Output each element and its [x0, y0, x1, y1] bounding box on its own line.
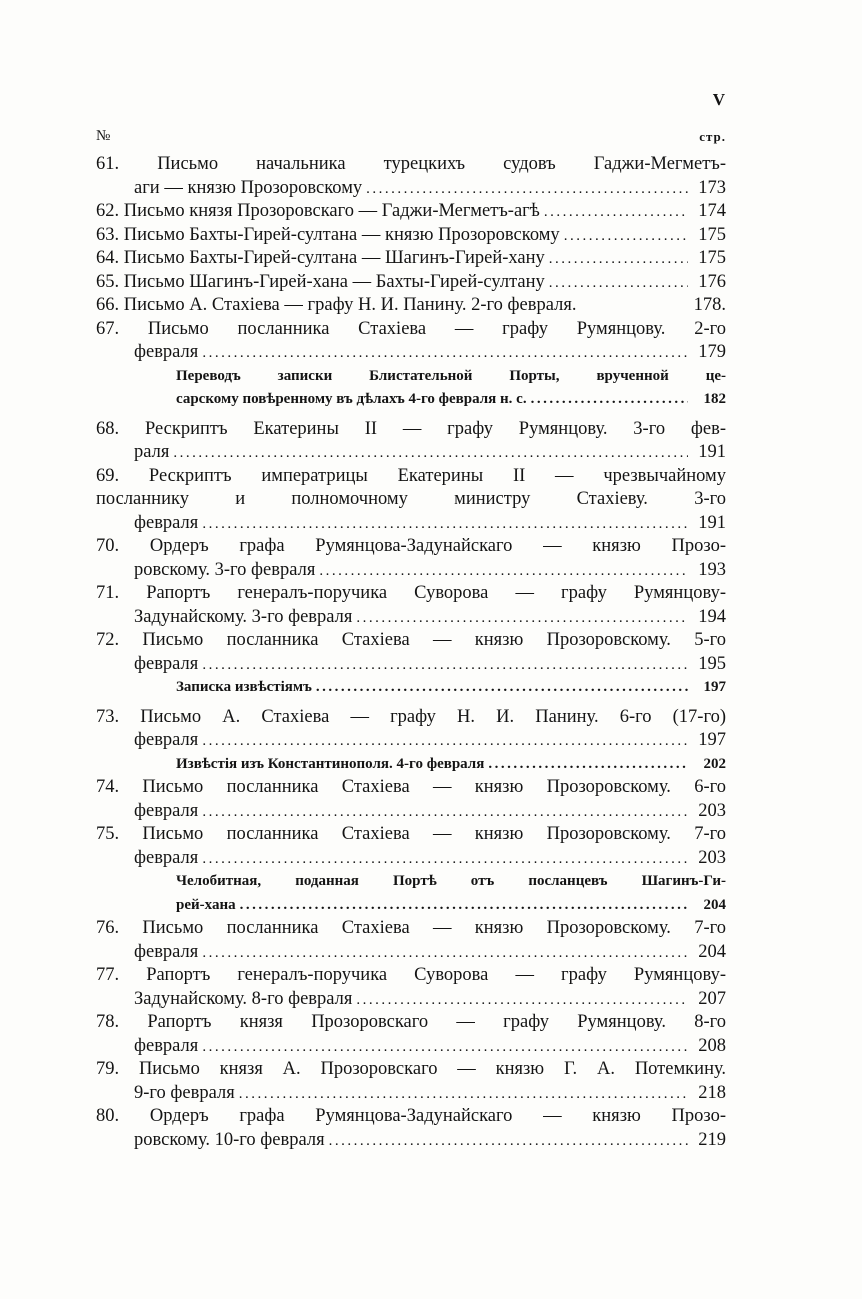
toc-entry — [96, 224, 726, 248]
toc-entry-title: Записка извѣстіямъ — [176, 679, 312, 695]
toc-entry-last-line — [176, 894, 726, 918]
toc-entry — [96, 271, 726, 295]
toc-page-number: 182 — [703, 391, 726, 407]
toc-entry-line: 77. Рапортъ генералъ-поручика Суворова — графу Румянцову- — [96, 965, 726, 985]
toc-entry-title: февраля — [134, 342, 199, 362]
toc-entry — [96, 629, 726, 676]
toc-page-number: 194 — [698, 606, 726, 627]
dot-leader — [356, 607, 688, 630]
toc-entry — [96, 418, 726, 465]
toc-entry-last-line — [96, 941, 726, 965]
toc-entry-title: февраля — [134, 512, 199, 533]
toc-entry-title: 65. Письмо Шагинъ-Гирей-хана — Бахты-Гирей-султану — [96, 271, 545, 292]
toc-entry-title: 62. Письмо князя Прозоровскаго — Гаджи-Мегметъ-агѣ — [96, 201, 540, 221]
toc-entry-title: Извѣстія изъ Константинополя. 4-го февраля — [176, 755, 485, 772]
dot-leader — [531, 388, 688, 412]
toc-entry — [96, 776, 726, 823]
toc-page-number: 203 — [698, 800, 726, 821]
toc-entry-line: 75. Письмо посланника Стахіева — князю Прозоровскому. 7-го — [96, 824, 726, 844]
toc-page-number: 218 — [698, 1082, 726, 1103]
toc-page-number: 208 — [698, 1035, 726, 1056]
dot-leader — [202, 654, 688, 677]
dot-leader — [239, 1083, 688, 1106]
toc-entry-last-line — [96, 341, 726, 365]
toc-entry — [96, 465, 726, 536]
toc-entry-title: Задунайскому. 3-го февраля — [134, 606, 353, 627]
dot-leader — [549, 248, 688, 271]
dot-leader — [202, 942, 688, 965]
toc-entry-title: 9-го февраля — [134, 1082, 235, 1103]
dot-leader — [366, 178, 688, 201]
toc-entry-last-line — [96, 441, 726, 465]
toc-page-number: 207 — [698, 988, 726, 1009]
toc-entry-line: 72. Письмо посланника Стахіева — князю Прозоровскому. 5-го — [96, 630, 726, 650]
dot-leader — [202, 342, 688, 365]
toc-entry — [96, 294, 726, 318]
toc-subentry — [96, 676, 726, 700]
toc-page-number: 191 — [698, 442, 726, 462]
toc-entry-line: 71. Рапортъ генералъ-поручика Суворова — графу Румянцову- — [96, 583, 726, 603]
toc-entry-last-line — [96, 606, 726, 630]
column-headers — [96, 128, 726, 145]
toc-entry-title: ровскому. 10-го февраля — [134, 1129, 325, 1150]
toc-entry — [96, 153, 726, 200]
dot-leader — [319, 560, 688, 583]
toc-entry — [96, 535, 726, 582]
dot-leader — [202, 801, 688, 824]
toc-entry-line: 68. Рескриптъ Екатерины II — графу Румянцову. 3-го фев- — [96, 418, 726, 439]
toc-entry-line: посланнику и полномочному министру Стахіеву. 3-го — [96, 489, 726, 509]
toc-entry-title: 66. Письмо А. Стахіева — графу Н. И. Панину. 2-го февраля. — [96, 295, 577, 315]
toc-entry-title: Задунайскому. 8-го февраля — [134, 988, 353, 1009]
toc-entry-last-line — [96, 271, 726, 295]
toc-entry-title: февраля — [134, 941, 199, 962]
toc-entry-line: 80. Ордеръ графа Румянцова-Задунайскаго — князю Прозо- — [96, 1106, 726, 1126]
toc-entry-title: рей-хана — [176, 896, 236, 913]
toc-entry-title: февраля — [134, 653, 199, 674]
toc-page-number: 197 — [698, 730, 726, 750]
toc-entry — [96, 1011, 726, 1058]
toc-entry — [96, 964, 726, 1011]
toc-entry-last-line — [96, 559, 726, 583]
toc-entry — [96, 582, 726, 629]
toc-entry-last-line — [96, 247, 726, 271]
toc-entry-line: 70. Ордеръ графа Румянцова-Задунайскаго — князю Прозо- — [96, 536, 726, 556]
dot-leader — [173, 442, 688, 465]
toc-entry-line: 79. Письмо князя А. Прозоровскаго — князю Г. А. Потемкину. — [96, 1059, 726, 1079]
page-column-header: стр. — [699, 129, 726, 144]
toc-entry — [96, 917, 726, 964]
toc-entry-line: 69. Рескриптъ императрицы Екатерины II — чрезвычайному — [96, 465, 726, 486]
toc-entry-last-line — [96, 653, 726, 677]
toc-entry-line: Переводъ записки Блистательной Порты, врученной це- — [176, 367, 726, 384]
toc-entry-last-line — [96, 177, 726, 201]
toc-entry-line: 73. Письмо А. Стахіева — графу Н. И. Панину. 6-го (17-го) — [96, 706, 726, 727]
toc-entry-last-line — [96, 729, 726, 753]
toc-entry — [96, 1105, 726, 1152]
toc-subentry — [96, 365, 726, 412]
toc-entry — [96, 1058, 726, 1105]
dot-leader — [202, 730, 688, 753]
toc-entry-title: сарскому повѣренному въ дѣлахъ 4-го февраля н. с. — [176, 391, 527, 407]
toc-page-number: 204 — [703, 896, 726, 913]
toc-entry-title: аги — князю Прозоровскому — [134, 177, 363, 198]
number-column-header: № — [96, 128, 111, 144]
toc-entry-last-line — [96, 224, 726, 248]
dot-leader — [316, 676, 688, 700]
toc-entry — [96, 706, 726, 753]
toc-entry — [96, 318, 726, 365]
dot-leader — [356, 989, 688, 1012]
toc-page-number: 175 — [698, 224, 726, 245]
toc-entry-title: 64. Письмо Бахты-Гирей-султана — Шагинъ-Гирей-хану — [96, 248, 545, 268]
toc-subentry — [96, 870, 726, 917]
toc-page-number: 219 — [698, 1129, 726, 1150]
toc-entry-line: 67. Письмо посланника Стахіева — графу Румянцову. 2-го — [96, 318, 726, 339]
toc-entry-line: 78. Рапортъ князя Прозоровскаго — графу Румянцову. 8-го — [96, 1012, 726, 1032]
toc-entry-title: февраля — [134, 1035, 199, 1056]
toc-entry-title: 63. Письмо Бахты-Гирей-султана — князю Прозоровскому — [96, 224, 560, 245]
toc-entry-title: ровскому. 3-го февраля — [134, 559, 316, 580]
toc-page-number: 197 — [703, 679, 726, 695]
toc-page-number: 202 — [703, 755, 726, 772]
toc-page-number: 204 — [698, 941, 726, 962]
toc-entry-title: раля — [134, 442, 170, 462]
toc-entry-last-line — [96, 988, 726, 1012]
dot-leader — [329, 1130, 688, 1153]
toc-page-number: 191 — [698, 512, 726, 533]
toc-page-number: 175 — [698, 248, 726, 268]
dot-leader — [488, 753, 688, 777]
table-of-contents — [96, 153, 726, 1152]
toc-entry-last-line — [96, 1129, 726, 1153]
toc-entry-last-line — [96, 1082, 726, 1106]
toc-page-number: 173 — [698, 177, 726, 198]
toc-entry-last-line — [96, 1035, 726, 1059]
toc-entry-line — [96, 294, 726, 318]
toc-entry-line: 61. Письмо начальника турецкихъ судовъ Гаджи-Мегметъ- — [96, 154, 726, 174]
toc-entry-title: февраля — [134, 730, 199, 750]
toc-page-number: 203 — [698, 847, 726, 868]
toc-entry-last-line — [96, 800, 726, 824]
toc-entry-last-line — [176, 676, 726, 700]
dot-leader — [544, 201, 688, 224]
toc-subentry — [96, 753, 726, 777]
toc-entry-line: 74. Письмо посланника Стахіева — князю Прозоровскому. 6-го — [96, 777, 726, 797]
toc-entry-title: февраля — [134, 847, 199, 868]
toc-entry-last-line — [176, 753, 726, 777]
dot-leader — [564, 225, 688, 248]
toc-page-number: 179 — [698, 342, 726, 362]
toc-entry-last-line — [96, 847, 726, 871]
toc-entry — [96, 200, 726, 224]
toc-page-number: 176 — [698, 271, 726, 292]
toc-page-number: 174 — [698, 201, 726, 221]
toc-entry-last-line — [96, 200, 726, 224]
toc-entry-last-line — [176, 388, 726, 412]
toc-entry-line: 76. Письмо посланника Стахіева — князю Прозоровскому. 7-го — [96, 918, 726, 938]
toc-entry — [96, 823, 726, 870]
toc-entry-line: Челобитная, поданная Портѣ отъ посланцевъ Шагинъ-Ги- — [176, 873, 726, 889]
toc-page-number: 195 — [698, 653, 726, 674]
dot-leader — [202, 513, 688, 536]
toc-page-number: 178. — [693, 295, 726, 315]
dot-leader — [549, 272, 688, 295]
dot-leader — [202, 848, 688, 871]
toc-page-number: 193 — [698, 559, 726, 580]
toc-entry-last-line — [96, 512, 726, 536]
dot-leader — [240, 894, 688, 918]
toc-entry — [96, 247, 726, 271]
dot-leader — [202, 1036, 688, 1059]
toc-entry-title: февраля — [134, 800, 199, 821]
page-number: V — [712, 90, 726, 109]
